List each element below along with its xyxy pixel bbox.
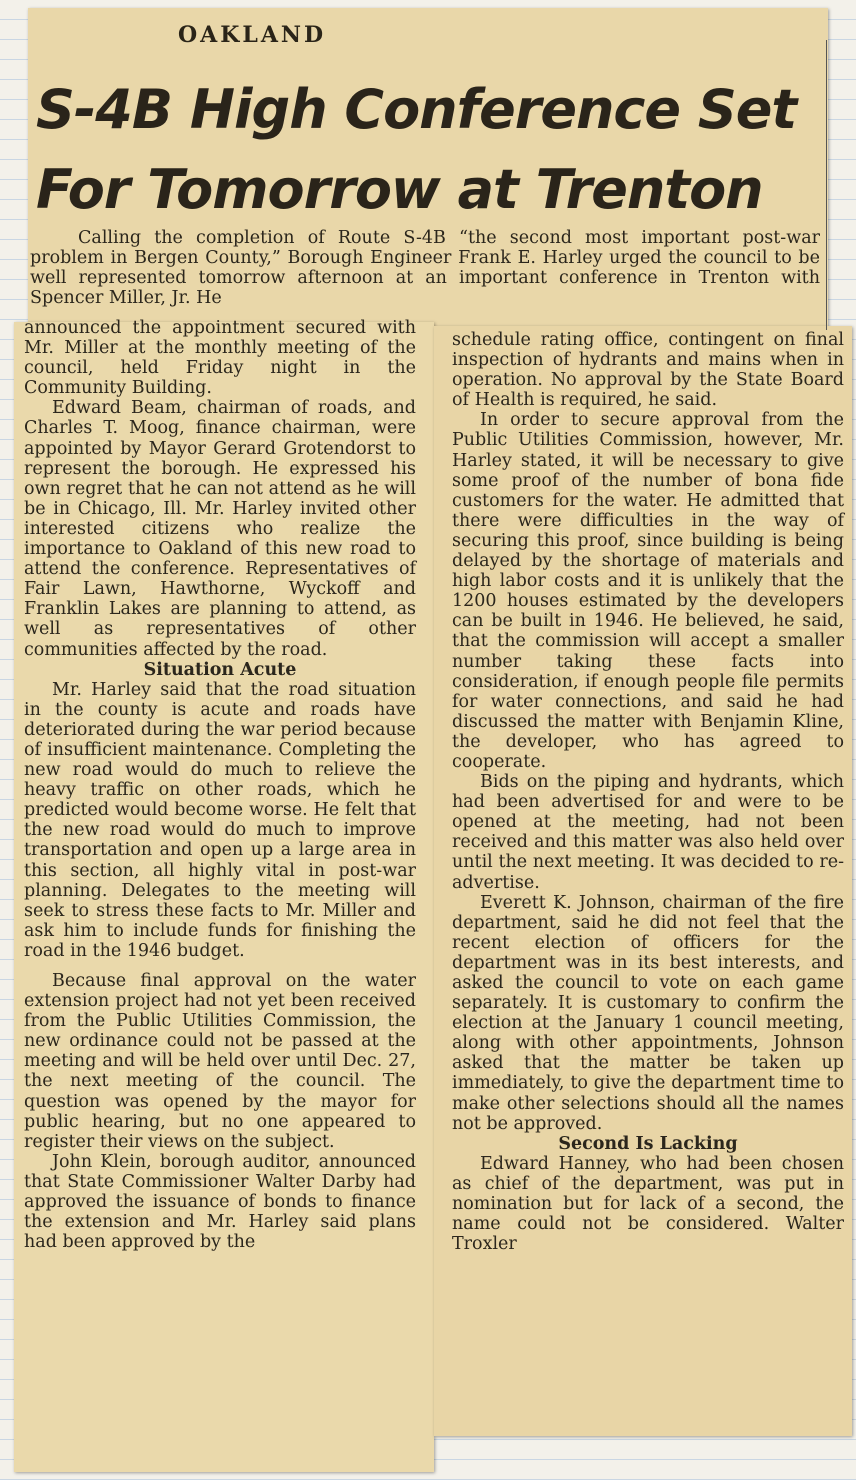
article-column-left: [24, 318, 416, 1252]
paragraph: schedule rating office, contingent on final inspection of hydrants and mains when in operation. No approval by the State Board of Health is required, he said.: [452, 330, 844, 411]
paragraph: Mr. Harley said that the road situation in the county is acute and roads have deteriorated during the war period because of insufficient maintenance. Completing the new road would do much to relieve the heavy traffic on other roads, which he predicted would become worse. He felt that the new road would do much to improve transportation and open up a large area in this section, all highly vital in post-war planning. Delegates to the meeting will seek to stress these facts to Mr. Miller and ask him to include funds for finishing the road in the 1946 budget.: [24, 679, 416, 961]
paragraph: Everett K. Johnson, chairman of the fire department, said he did not feel that the recent election of officers for the department was in its best interests, and asked the council to vote on each game separately. It is customary to confirm the election at the January 1 council meeting, along with other appointments, Johnson asked that the matter be taken up immediately, to give the department time to make other selections should all the names not be approved.: [452, 892, 844, 1134]
paragraph: Because final approval on the water extension project had not yet been received from the Public Utilities Commission, the new ordinance could not be passed at the meeting and will be held over until Dec. 27, the next meeting of the council. The question was opened by the mayor for public hearing, but no one appeared to register their views on the subject.: [24, 971, 416, 1152]
section-kicker: OAKLAND: [178, 22, 327, 48]
headline-line-1: S-4B High Conference Set: [36, 78, 797, 141]
paragraph: Bids on the piping and hydrants, which had been advertised for and were to be opened at the meeting, had not been received and this matter was also held over until the next meeting. It was decided to re-advertise.: [452, 772, 844, 893]
paragraph: John Klein, borough auditor, announced that State Commissioner Walter Darby had approved the issuance of bonds to finance the extension and Mr. Harley said plans had been approved by the: [24, 1151, 416, 1253]
paragraph: Edward Hanney, who had been chosen as chief of the department, was put in nomination but for lack of a second, the name could not be considered. Walter Troxler: [452, 1153, 844, 1255]
lead-paragraph: Calling the completion of Route S-4B “the second most important post-war problem in Bergen County,” Borough Engineer Frank E. Harley urged the council to be well represented tomorrow afternoon at an important conference in Trenton with Spencer Miller, Jr. He: [30, 228, 820, 308]
paragraph: In order to secure approval from the Public Utilities Commission, however, Mr. Harley stated, it will be necessary to give some proof of the number of bona fide customers for the water. He admitted that there were difficulties in the way of securing this proof, since building is being delayed by the shortage of materials and high labor costs and it is unlikely that the 1200 houses estimated by the developers can be built in 1946. He believed, he said, that the commission will accept a smaller number taking these facts into consideration, if enough people file permits for water connections, and said he had discussed the matter with Benjamin Kline, the developer, who has agreed to cooperate.: [452, 410, 844, 772]
headline: [36, 70, 826, 230]
subheading: Second Is Lacking: [558, 1133, 738, 1154]
headline-line-2: For Tomorrow at Trenton: [36, 158, 763, 221]
column-rule: [826, 40, 827, 330]
paragraph: announced the appointment secured with Mr. Miller at the monthly meeting of the council, held Friday night in the Community Building.: [24, 318, 416, 399]
paragraph: Edward Beam, chairman of roads, and Charles T. Moog, finance chairman, were appointed by Mayor Gerard Grotendorst to represent the borough. He expressed his own regret that he can not attend as he will be in Chicago, Ill. Mr. Harley invited other interested citizens who realize the importance to Oakland of this new road to attend the conference. Representatives of Fair Lawn, Hawthorne, Wyckoff and Franklin Lakes are planning to attend, as well as representatives of other communities affected by the road.: [24, 398, 416, 660]
subheading: Situation Acute: [143, 659, 297, 680]
article-column-right: [452, 330, 844, 1254]
